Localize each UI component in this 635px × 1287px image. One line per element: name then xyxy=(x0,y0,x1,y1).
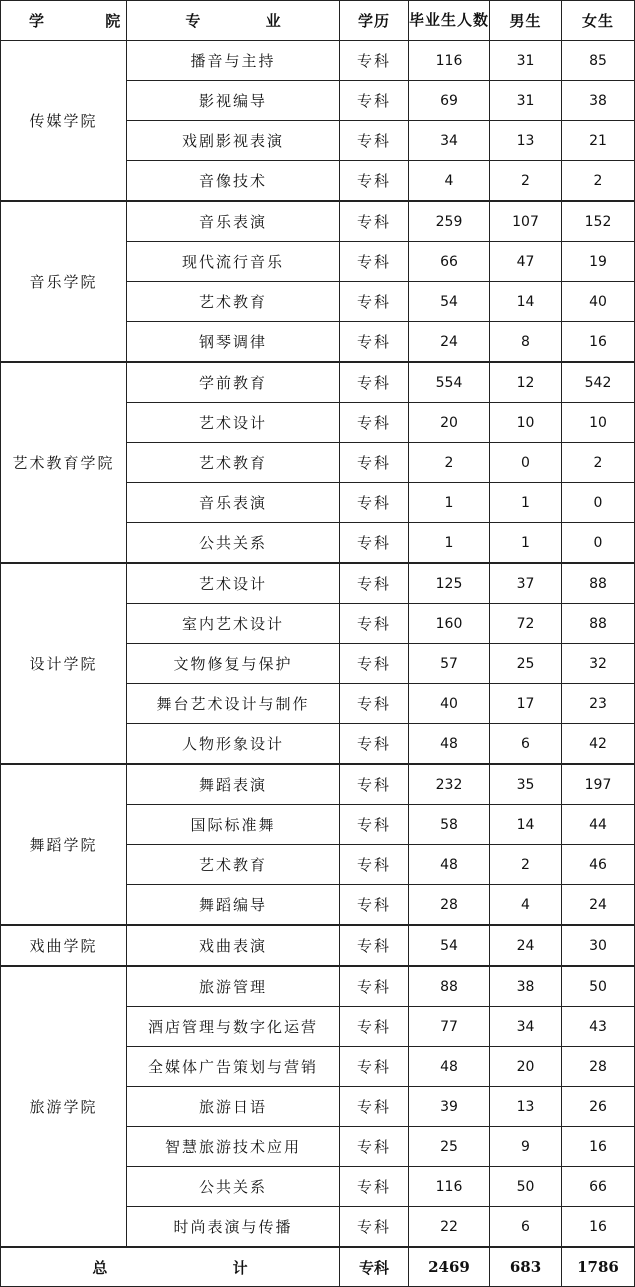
male-count-cell: 24 xyxy=(490,925,562,966)
male-count-cell: 14 xyxy=(490,282,562,322)
degree-cell: 专科 xyxy=(340,161,409,202)
degree-cell: 专科 xyxy=(340,644,409,684)
female-count-cell: 32 xyxy=(562,644,635,684)
degree-cell: 专科 xyxy=(340,242,409,282)
female-count-cell: 50 xyxy=(562,966,635,1007)
graduates-count-cell: 24 xyxy=(409,322,490,363)
table-row xyxy=(1,41,635,81)
degree-cell: 专科 xyxy=(340,684,409,724)
major-cell: 播音与主持 xyxy=(127,41,340,81)
female-count-cell: 30 xyxy=(562,925,635,966)
graduates-count-cell: 116 xyxy=(409,1167,490,1207)
header-degree: 学历 xyxy=(340,1,409,41)
female-count-cell: 21 xyxy=(562,121,635,161)
summary-row xyxy=(1,1247,635,1287)
male-count-cell: 34 xyxy=(490,1007,562,1047)
graduates-count-cell: 554 xyxy=(409,362,490,403)
major-cell: 艺术设计 xyxy=(127,563,340,604)
male-count-cell: 8 xyxy=(490,322,562,363)
header-male: 男生 xyxy=(490,1,562,41)
graduates-count-cell: 28 xyxy=(409,885,490,926)
female-count-cell: 66 xyxy=(562,1167,635,1207)
major-cell: 全媒体广告策划与营销 xyxy=(127,1047,340,1087)
major-cell: 人物形象设计 xyxy=(127,724,340,765)
male-count-cell: 6 xyxy=(490,1207,562,1248)
major-cell: 公共关系 xyxy=(127,1167,340,1207)
female-count-cell: 0 xyxy=(562,523,635,564)
degree-cell: 专科 xyxy=(340,121,409,161)
female-count-cell: 23 xyxy=(562,684,635,724)
table-header xyxy=(1,1,635,41)
graduates-count-cell: 22 xyxy=(409,1207,490,1248)
table-row xyxy=(1,966,635,1007)
header-major: 专 业 xyxy=(127,1,340,41)
female-count-cell: 24 xyxy=(562,885,635,926)
female-count-cell: 46 xyxy=(562,845,635,885)
graduates-count-cell: 34 xyxy=(409,121,490,161)
graduates-count-cell: 66 xyxy=(409,242,490,282)
degree-cell: 专科 xyxy=(340,1087,409,1127)
major-cell: 旅游日语 xyxy=(127,1087,340,1127)
degree-cell: 专科 xyxy=(340,81,409,121)
summary-female: 1786 xyxy=(562,1247,635,1287)
graduates-count-cell: 116 xyxy=(409,41,490,81)
major-cell: 学前教育 xyxy=(127,362,340,403)
college-name: 艺术教育学院 xyxy=(1,362,127,563)
graduates-count-cell: 57 xyxy=(409,644,490,684)
male-count-cell: 1 xyxy=(490,483,562,523)
male-count-cell: 1 xyxy=(490,523,562,564)
male-count-cell: 50 xyxy=(490,1167,562,1207)
degree-cell: 专科 xyxy=(340,443,409,483)
degree-cell: 专科 xyxy=(340,1127,409,1167)
major-cell: 音乐表演 xyxy=(127,201,340,242)
female-count-cell: 2 xyxy=(562,443,635,483)
degree-cell: 专科 xyxy=(340,1047,409,1087)
major-cell: 时尚表演与传播 xyxy=(127,1207,340,1248)
graduates-count-cell: 88 xyxy=(409,966,490,1007)
graduates-count-cell: 48 xyxy=(409,845,490,885)
male-count-cell: 38 xyxy=(490,966,562,1007)
degree-cell: 专科 xyxy=(340,1007,409,1047)
summary-degree: 专科 xyxy=(340,1247,409,1287)
degree-cell: 专科 xyxy=(340,764,409,805)
graduates-count-cell: 77 xyxy=(409,1007,490,1047)
male-count-cell: 14 xyxy=(490,805,562,845)
female-count-cell: 0 xyxy=(562,483,635,523)
degree-cell: 专科 xyxy=(340,805,409,845)
male-count-cell: 13 xyxy=(490,121,562,161)
degree-cell: 专科 xyxy=(340,41,409,81)
graduates-count-cell: 58 xyxy=(409,805,490,845)
female-count-cell: 43 xyxy=(562,1007,635,1047)
female-count-cell: 16 xyxy=(562,1127,635,1167)
female-count-cell: 88 xyxy=(562,604,635,644)
table-row xyxy=(1,563,635,604)
male-count-cell: 17 xyxy=(490,684,562,724)
female-count-cell: 16 xyxy=(562,1207,635,1248)
graduates-count-cell: 232 xyxy=(409,764,490,805)
female-count-cell: 26 xyxy=(562,1087,635,1127)
graduates-count-cell: 125 xyxy=(409,563,490,604)
table-row xyxy=(1,925,635,966)
graduates-count-cell: 48 xyxy=(409,724,490,765)
male-count-cell: 37 xyxy=(490,563,562,604)
degree-cell: 专科 xyxy=(340,201,409,242)
degree-cell: 专科 xyxy=(340,925,409,966)
table-row xyxy=(1,201,635,242)
college-name: 旅游学院 xyxy=(1,966,127,1247)
major-cell: 国际标准舞 xyxy=(127,805,340,845)
degree-cell: 专科 xyxy=(340,282,409,322)
degree-cell: 专科 xyxy=(340,322,409,363)
female-count-cell: 38 xyxy=(562,81,635,121)
male-count-cell: 31 xyxy=(490,81,562,121)
table-row xyxy=(1,764,635,805)
male-count-cell: 25 xyxy=(490,644,562,684)
female-count-cell: 10 xyxy=(562,403,635,443)
major-cell: 酒店管理与数字化运营 xyxy=(127,1007,340,1047)
male-count-cell: 72 xyxy=(490,604,562,644)
major-cell: 钢琴调律 xyxy=(127,322,340,363)
female-count-cell: 28 xyxy=(562,1047,635,1087)
male-count-cell: 10 xyxy=(490,403,562,443)
college-name: 音乐学院 xyxy=(1,201,127,362)
male-count-cell: 4 xyxy=(490,885,562,926)
male-count-cell: 20 xyxy=(490,1047,562,1087)
degree-cell: 专科 xyxy=(340,724,409,765)
female-count-cell: 197 xyxy=(562,764,635,805)
male-count-cell: 35 xyxy=(490,764,562,805)
degree-cell: 专科 xyxy=(340,966,409,1007)
major-cell: 舞蹈编导 xyxy=(127,885,340,926)
college-name: 舞蹈学院 xyxy=(1,764,127,925)
degree-cell: 专科 xyxy=(340,1207,409,1248)
graduates-count-cell: 39 xyxy=(409,1087,490,1127)
major-cell: 影视编导 xyxy=(127,81,340,121)
college-name: 传媒学院 xyxy=(1,41,127,202)
degree-cell: 专科 xyxy=(340,362,409,403)
graduates-count-cell: 69 xyxy=(409,81,490,121)
graduates-count-cell: 25 xyxy=(409,1127,490,1167)
header-graduates: 毕业生人数 xyxy=(409,1,490,41)
female-count-cell: 40 xyxy=(562,282,635,322)
major-cell: 戏剧影视表演 xyxy=(127,121,340,161)
graduates-count-cell: 54 xyxy=(409,925,490,966)
major-cell: 舞蹈表演 xyxy=(127,764,340,805)
degree-cell: 专科 xyxy=(340,403,409,443)
major-cell: 戏曲表演 xyxy=(127,925,340,966)
degree-cell: 专科 xyxy=(340,1167,409,1207)
major-cell: 舞台艺术设计与制作 xyxy=(127,684,340,724)
male-count-cell: 2 xyxy=(490,845,562,885)
table-footer xyxy=(1,1247,635,1287)
table-row xyxy=(1,362,635,403)
female-count-cell: 542 xyxy=(562,362,635,403)
major-cell: 艺术教育 xyxy=(127,443,340,483)
graduates-count-cell: 2 xyxy=(409,443,490,483)
degree-cell: 专科 xyxy=(340,845,409,885)
graduates-count-cell: 160 xyxy=(409,604,490,644)
female-count-cell: 16 xyxy=(562,322,635,363)
degree-cell: 专科 xyxy=(340,483,409,523)
degree-cell: 专科 xyxy=(340,563,409,604)
female-count-cell: 85 xyxy=(562,41,635,81)
header-college: 学 院 xyxy=(1,1,127,41)
male-count-cell: 31 xyxy=(490,41,562,81)
male-count-cell: 6 xyxy=(490,724,562,765)
header-row xyxy=(1,1,635,41)
header-female: 女生 xyxy=(562,1,635,41)
major-cell: 旅游管理 xyxy=(127,966,340,1007)
male-count-cell: 13 xyxy=(490,1087,562,1127)
female-count-cell: 19 xyxy=(562,242,635,282)
female-count-cell: 2 xyxy=(562,161,635,202)
major-cell: 艺术设计 xyxy=(127,403,340,443)
degree-cell: 专科 xyxy=(340,604,409,644)
male-count-cell: 2 xyxy=(490,161,562,202)
graduates-count-cell: 20 xyxy=(409,403,490,443)
female-count-cell: 44 xyxy=(562,805,635,845)
table-body xyxy=(1,41,635,1248)
graduates-count-cell: 54 xyxy=(409,282,490,322)
male-count-cell: 12 xyxy=(490,362,562,403)
female-count-cell: 152 xyxy=(562,201,635,242)
college-name: 戏曲学院 xyxy=(1,925,127,966)
female-count-cell: 88 xyxy=(562,563,635,604)
male-count-cell: 0 xyxy=(490,443,562,483)
major-cell: 智慧旅游技术应用 xyxy=(127,1127,340,1167)
male-count-cell: 9 xyxy=(490,1127,562,1167)
female-count-cell: 42 xyxy=(562,724,635,765)
major-cell: 文物修复与保护 xyxy=(127,644,340,684)
graduates-count-cell: 259 xyxy=(409,201,490,242)
major-cell: 公共关系 xyxy=(127,523,340,564)
major-cell: 音乐表演 xyxy=(127,483,340,523)
graduates-count-cell: 40 xyxy=(409,684,490,724)
degree-cell: 专科 xyxy=(340,885,409,926)
major-cell: 艺术教育 xyxy=(127,282,340,322)
graduates-count-cell: 48 xyxy=(409,1047,490,1087)
graduates-count-cell: 1 xyxy=(409,523,490,564)
summary-label: 总 计 xyxy=(1,1247,340,1287)
degree-cell: 专科 xyxy=(340,523,409,564)
major-cell: 现代流行音乐 xyxy=(127,242,340,282)
summary-total: 2469 xyxy=(409,1247,490,1287)
graduates-count-cell: 4 xyxy=(409,161,490,202)
major-cell: 室内艺术设计 xyxy=(127,604,340,644)
summary-male: 683 xyxy=(490,1247,562,1287)
major-cell: 音像技术 xyxy=(127,161,340,202)
male-count-cell: 47 xyxy=(490,242,562,282)
graduates-count-cell: 1 xyxy=(409,483,490,523)
major-cell: 艺术教育 xyxy=(127,845,340,885)
college-name: 设计学院 xyxy=(1,563,127,764)
male-count-cell: 107 xyxy=(490,201,562,242)
